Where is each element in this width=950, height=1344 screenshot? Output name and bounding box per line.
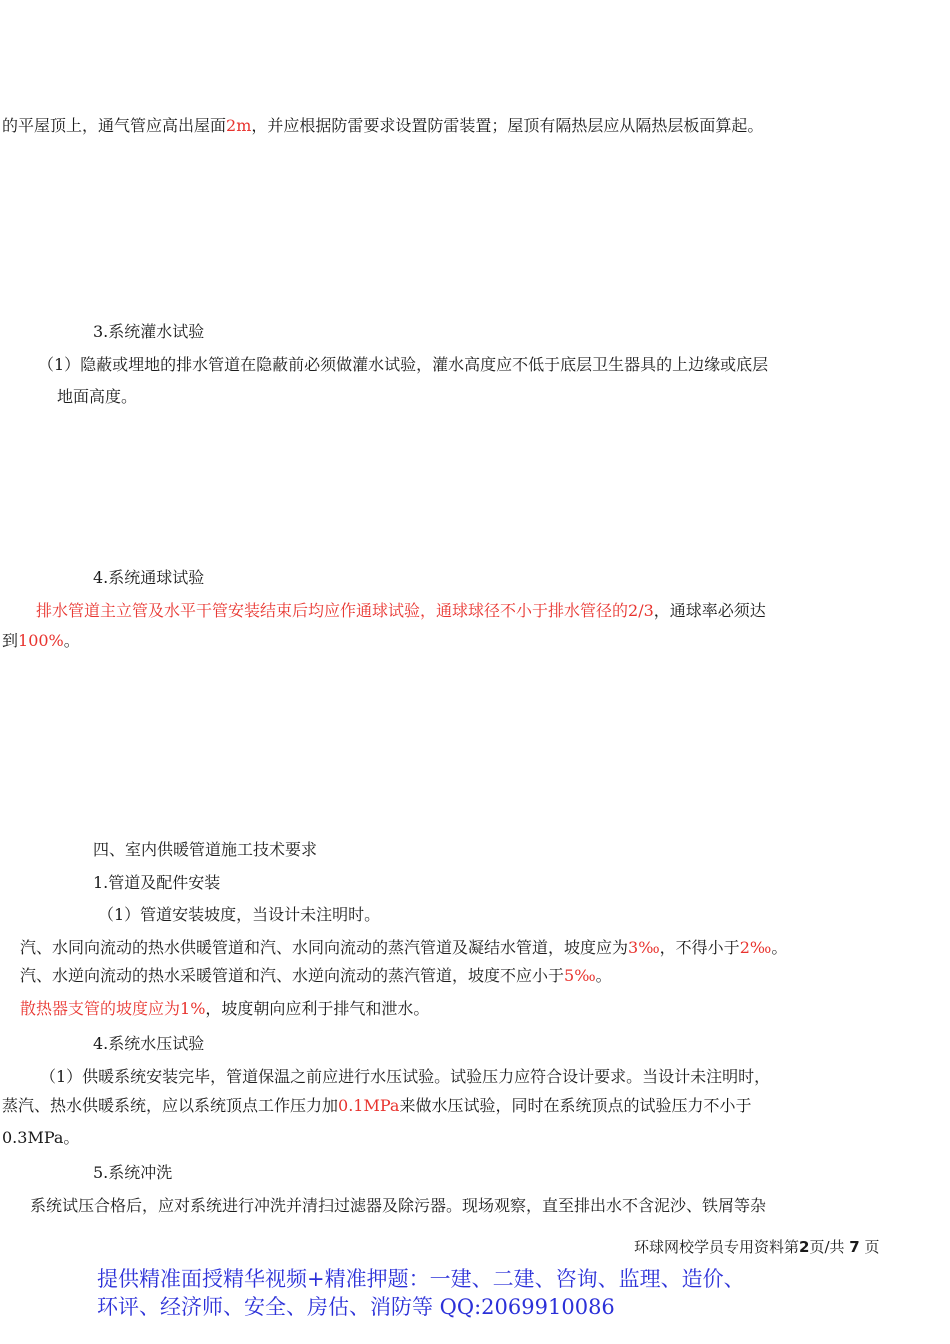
section-4-paragraph-line-2: 到100%。 xyxy=(2,631,80,650)
promo-line-1: 提供精准面授精华视频+精准押题：一建、二建、咨询、监理、造价、 xyxy=(97,1267,745,1291)
section-3-paragraph-line-2: 地面高度。 xyxy=(57,387,138,406)
total-page-count: 7 xyxy=(849,1238,860,1256)
section-4-title: 4.系统通球试验 xyxy=(93,568,205,587)
subsection-5-title: 5.系统冲洗 xyxy=(93,1163,173,1182)
subsection-4-paragraph-line-3: 0.3MPa。 xyxy=(2,1128,80,1147)
chapter-4-title: 四、室内供暖管道施工技术要求 xyxy=(93,840,318,859)
roof-vent-paragraph: 的平屋顶上，通气管应高出屋面2m，并应根据防雷要求设置防雷装置；屋顶有隔热层应从隔热层板面算起。 xyxy=(2,116,764,135)
slope-rule-3: 散热器支管的坡度应为1%，坡度朝向应利于排气和泄水。 xyxy=(20,999,430,1018)
slope-rule-2: 汽、水逆向流动的热水采暖管道和汽、水逆向流动的蒸汽管道，坡度不应小于5‰。 xyxy=(20,966,612,985)
page-footer: 环球网校学员专用资料第2页/共 7 页 xyxy=(634,1238,880,1256)
subsection-1-title: 1.管道及配件安装 xyxy=(93,873,221,892)
section-3-paragraph-line-1: （1）隐蔽或埋地的排水管道在隐蔽前必须做灌水试验，灌水高度应不低于底层卫生器具的上边缘或底层 xyxy=(38,355,769,374)
slope-rule-1: 汽、水同向流动的热水供暖管道和汽、水同向流动的蒸汽管道及凝结水管道，坡度应为3‰，不得小于2‰。 xyxy=(20,938,788,957)
subsection-4-title: 4.系统水压试验 xyxy=(93,1034,205,1053)
subsection-1-item-1: （1）管道安装坡度，当设计未注明时。 xyxy=(98,905,381,924)
current-page-number: 2 xyxy=(799,1238,810,1256)
section-4-paragraph-line-1: 排水管道主立管及水平干管安装结束后均应作通球试验，通球球径不小于排水管径的2/3，通球率必须达 xyxy=(36,601,766,620)
subsection-5-paragraph-line-1: 系统试压合格后，应对系统进行冲洗并清扫过滤器及除污器。现场观察，直至排出水不含泥沙、铁屑等杂 xyxy=(30,1196,767,1215)
subsection-4-paragraph-line-2: 蒸汽、热水供暖系统，应以系统顶点工作压力加0.1MPa来做水压试验，同时在系统顶点的试验压力不小于 xyxy=(2,1096,752,1115)
promo-line-2: 环评、经济师、安全、房估、消防等 QQ:2069910086 xyxy=(97,1295,615,1319)
subsection-4-paragraph-line-1: （1）供暖系统安装完毕，管道保温之前应进行水压试验。试验压力应符合设计要求。当设计未注明时， xyxy=(40,1067,771,1086)
section-3-title: 3.系统灌水试验 xyxy=(93,322,205,341)
